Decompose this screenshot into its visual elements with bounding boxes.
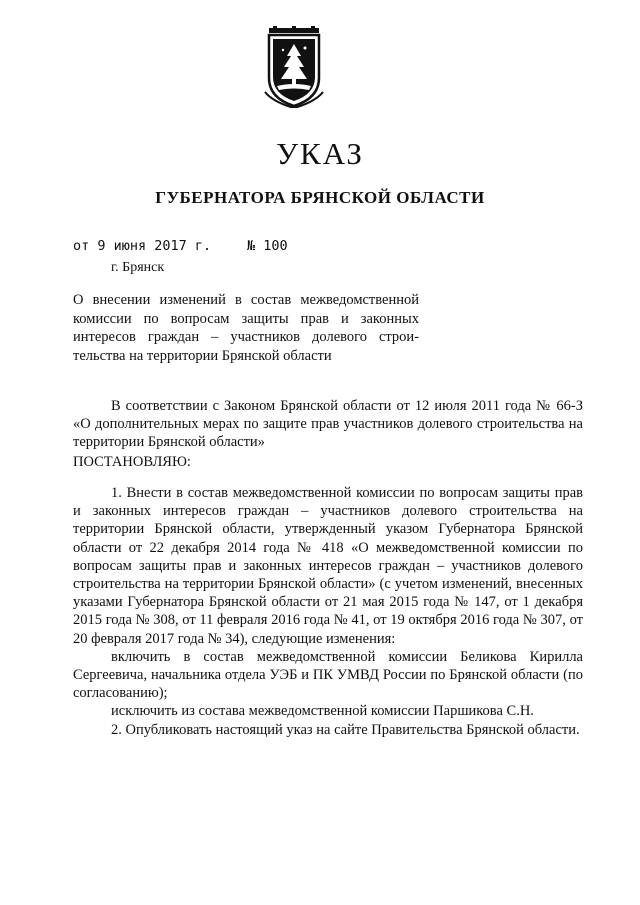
document-city: г. Брянск (111, 260, 165, 275)
heading-line: интересов граждан – участников долевого строи- (73, 329, 419, 345)
document-meta (73, 238, 288, 254)
document-date: от 9 июня 2017 г. (73, 238, 212, 254)
decree-text: ПОСТАНОВЛЯЮ: (73, 454, 191, 470)
document-heading (73, 291, 419, 365)
heading-line: тельства на территории Брянской области (73, 347, 332, 364)
document-subtitle: ГУБЕРНАТОРА БРЯНСКОЙ ОБЛАСТИ (155, 188, 485, 207)
heading-line: комиссии по вопросам защиты прав и законных (73, 310, 419, 327)
bryansk-coat-of-arms-icon (263, 26, 325, 108)
decree-word (73, 453, 583, 471)
intro-paragraph (73, 397, 583, 452)
intro-text: В соответствии с Законом Брянской области от 12 июля 2011 года № 66-З «О дополнительных мерах по защите прав участников долевого строительства на территории Брянской области» (73, 398, 583, 451)
point-1: 1. Внести в состав межведомственной комиссии по вопросам защиты прав и законных интересов граждан – участников долевого строительства на территории Брянской области, утвержденный указом Губернатора Брянской области от 22 декабря 2014 года № 418 «О межведомственной комиссии по вопросам защиты прав и законных интересов граждан – участников долевого строительства на территории Брянской области» (с учетом изменений, внесенных указами Губернатора Брянской области от 21 мая 2015 года № 147, от 1 декабря 2015 года № 308, от 11 февраля 2016 года № 41, от 19 октября 2016 года № 307, от 20 февраля 2017 года № 34), следующие изменения: (73, 485, 583, 647)
document-title: УКАЗ (276, 136, 364, 171)
document-number: № 100 (247, 238, 288, 254)
heading-line: О внесении изменений в состав межведомственной (73, 292, 419, 308)
include-item: включить в состав межведомственной комиссии Беликова Кирилла Сергеевича, начальника отдела УЭБ и ПК УМВД России по Брянской области (по согласованию); (73, 648, 583, 702)
decree-points (73, 484, 583, 739)
exclude-item: исключить из состава межведомственной комиссии Паршикова С.Н. (111, 703, 534, 720)
point-2: 2. Опубликовать настоящий указ на сайте Правительства Брянской области. (111, 721, 580, 738)
